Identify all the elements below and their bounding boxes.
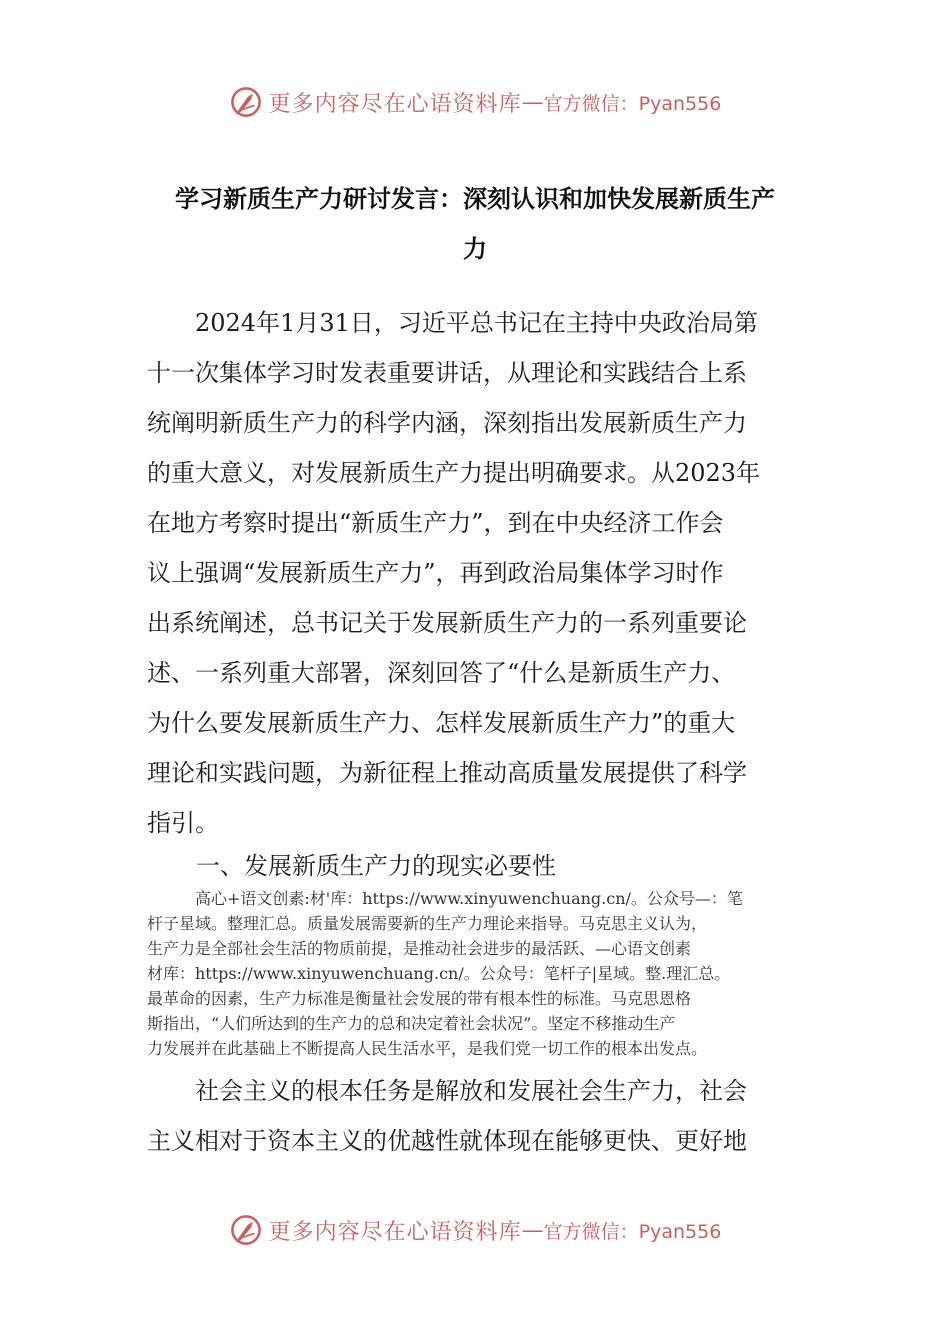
paragraph-1-line: 为什么要发展新质生产力、怎样发展新质生产力”的重大	[147, 709, 736, 737]
paragraph-1-line: 议上强调“发展新质生产力”，再到政治局集体学习时作	[147, 559, 724, 587]
small-print-line: 材库：https://www.xinyuwenchuang.cn/。公众号：笔杆子|星域。整.理汇总。	[147, 964, 731, 983]
paragraph-1-line: 在地方考察时提出“新质生产力”，到在中央经济工作会	[147, 509, 724, 537]
footer-wechat-label: 官方微信：Pyan556	[543, 1220, 722, 1243]
paragraph-1-line: 统阐明新质生产力的科学内涵，深刻指出发展新质生产力	[147, 409, 747, 437]
paragraph-1-line: 理论和实践问题，为新征程上推动高质量发展提供了科学	[147, 759, 747, 787]
small-print-line: 斯指出，“人们所达到的生产力的总和决定着社会状况”。坚定不移推动生产	[147, 1014, 676, 1033]
paragraph-2	[147, 1066, 807, 1166]
paragraph-2-line: 主义相对于资本主义的优越性就体现在能够更快、更好地	[147, 1127, 747, 1155]
small-print-line: 高心+语文创素:材'库：https://www.xinyuwenchuang.cn/。公众号—：笔	[195, 889, 743, 908]
paragraph-1-line: 的重大意义，对发展新质生产力提出明确要求。从2023年	[147, 459, 761, 487]
paragraph-1-line: 指引。	[147, 809, 219, 837]
paragraph-1-line: 2024年1月31日，习近平总书记在主持中央政治局第	[195, 309, 758, 337]
small-print-line: 杆子星域。整理汇总。质量发展需要新的生产力理论来指导。马克思主义认为，	[147, 914, 708, 933]
paragraph-1-line: 出系统阐述，总书记关于发展新质生产力的一系列重要论	[147, 609, 747, 637]
small-print-line: 最革命的因素，生产力标准是衡量社会发展的带有根本性的标准。马克思恩格	[147, 989, 692, 1008]
paragraph-1-line: 十一次集体学习时发表重要讲话，从理论和实践结合上系	[147, 359, 747, 387]
paragraph-1	[147, 298, 807, 848]
small-print-block	[147, 886, 817, 1061]
header-brand-text: 更多内容尽在心语资料库	[268, 91, 522, 117]
small-print-line: 力发展并在此基础上不断提高人民生活水平，是我们党一切工作的根本出发点。	[147, 1039, 708, 1058]
paragraph-1-line: 述、一系列重大部署，深刻回答了“什么是新质生产力、	[147, 659, 736, 687]
footer-banner	[0, 1210, 950, 1250]
section-heading: 一、发展新质生产力的现实必要性	[196, 852, 556, 880]
footer-brand-text: 更多内容尽在心语资料库	[268, 1219, 522, 1245]
title-line-2: 力	[463, 235, 487, 263]
title-line-1: 学习新质生产力研讨发言：深刻认识和加快发展新质生产	[175, 185, 775, 213]
footer-separator: —	[521, 1217, 544, 1243]
header-banner	[0, 82, 950, 122]
header-wechat-label: 官方微信：Pyan556	[543, 92, 722, 115]
pen-nib-logo-icon	[229, 1213, 263, 1247]
header-separator: —	[521, 89, 544, 115]
document-title	[150, 174, 800, 274]
pen-nib-logo-icon	[229, 85, 263, 119]
small-print-line: 生产力是全部社会生活的物质前提，是推动社会进步的最活跃、—心语文创素	[147, 939, 692, 958]
paragraph-2-line: 社会主义的根本任务是解放和发展社会生产力，社会	[195, 1077, 747, 1105]
